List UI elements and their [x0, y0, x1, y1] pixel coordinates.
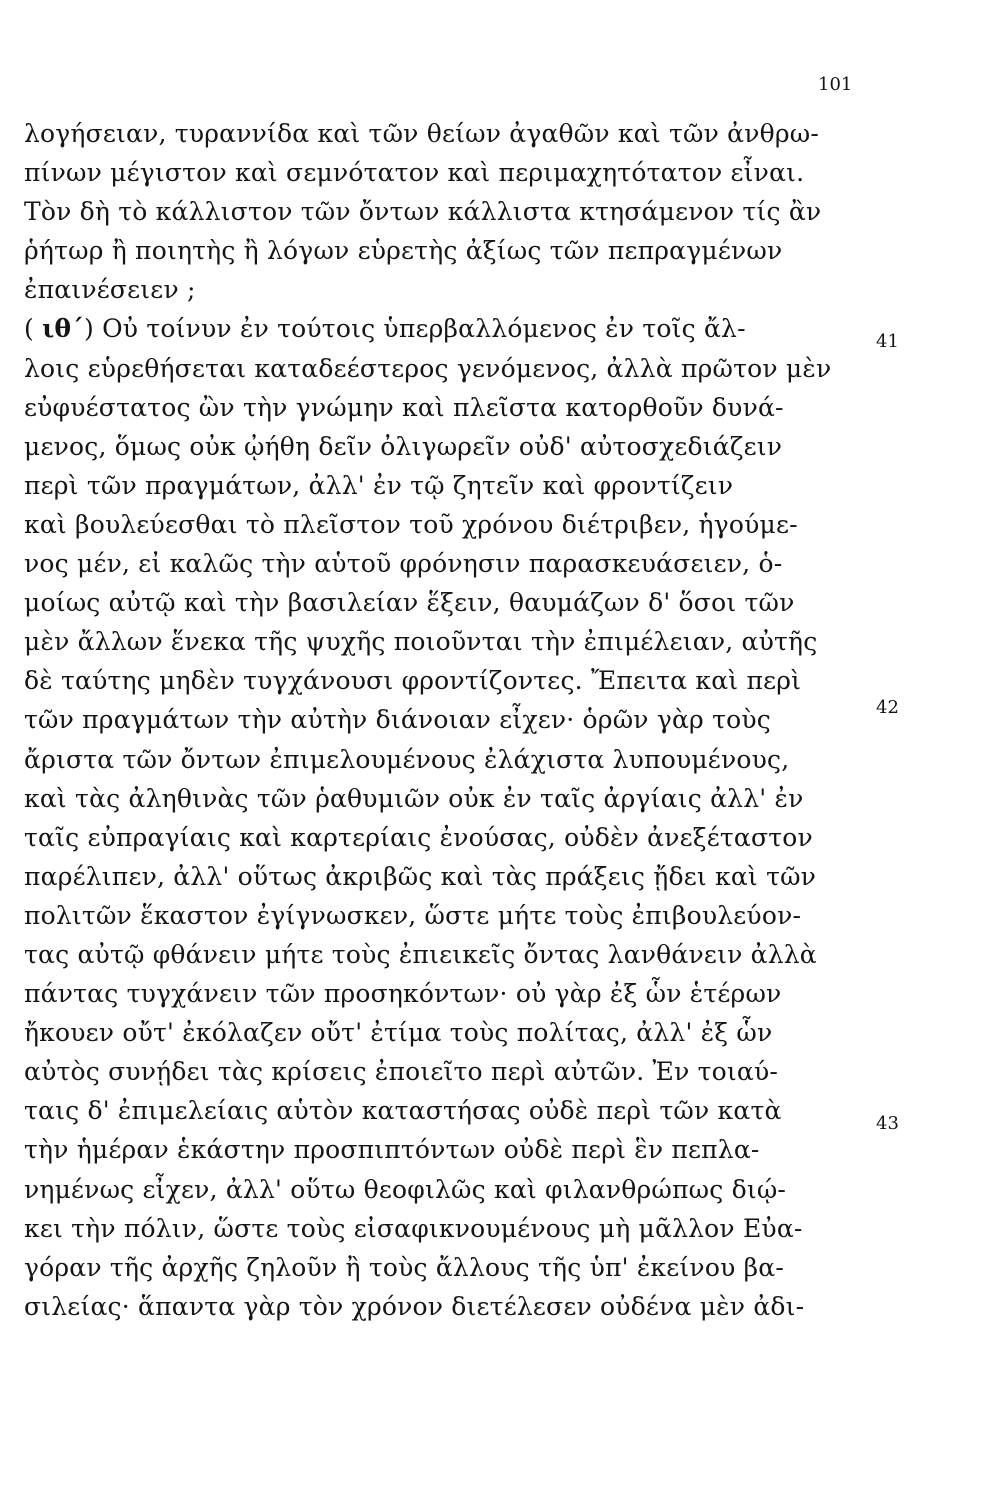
text-line: λοις εὑρεθήσεται καταδεέστερος γενόμενος, ἀλλὰ πρῶτον μὲν [24, 353, 832, 383]
text-line: αὐτὸς συνῄδει τὰς κρίσεις ἐποιεῖτο περὶ αὐτῶν. Ἐν τοιαύ- [24, 1057, 779, 1087]
text-line-with-section [24, 309, 864, 348]
section-marker: ιθ΄ [42, 314, 84, 344]
text-line: σιλείας· ἅπαντα γὰρ τὸν χρόνον διετέλεσεν οὐδένα μὲν ἀδι- [24, 1291, 805, 1321]
text-line: λογήσειαν, τυραννίδα καὶ τῶν θείων ἀγαθῶν καὶ τῶν ἀνθρω- [24, 119, 820, 148]
text-line: ἐπαινέσειεν ; [24, 275, 196, 305]
text-line: νος μέν, εἰ καλῶς τὴν αὑτοῦ φρόνησιν παρασκευάσειεν, ὁ- [24, 549, 783, 579]
open-paren: ( [24, 314, 43, 344]
margin-section-number: 43 [876, 1113, 899, 1134]
text-line: πάντας τυγχάνειν τῶν προσηκόντων· οὐ γὰρ ἐξ ὧν ἑτέρων [24, 979, 782, 1009]
text-line: παρέλιπεν, ἀλλ' οὕτως ἀκριβῶς καὶ τὰς πράξεις ᾔδει καὶ τῶν [24, 861, 817, 891]
text-line: γόραν τῆς ἀρχῆς ζηλοῦν ἢ τοὺς ἄλλους τῆς ὑπ' ἐκείνου βα- [24, 1252, 784, 1282]
text-line: δὲ ταύτης μηδὲν τυγχάνουσι φροντίζοντες. Ἔπειτα καὶ περὶ [24, 666, 802, 696]
text-line: πολιτῶν ἕκαστον ἐγίγνωσκεν, ὥστε μήτε τοὺς ἐπιβουλεύον- [24, 900, 802, 930]
text-line: καὶ τὰς ἀληθινὰς τῶν ῥαθυμιῶν οὐκ ἐν ταῖς ἀργίαις ἀλλ' ἐν [24, 783, 804, 813]
text-line: ἄριστα τῶν ὄντων ἐπιμελουμένους ἐλάχιστα λυπουμένους, [24, 744, 790, 774]
text-line: νημένως εἶχεν, ἀλλ' οὕτω θεοφιλῶς καὶ φιλανθρώπως διῴ- [24, 1174, 787, 1204]
text-line-remainder: ) Οὐ τοίνυν ἐν τούτοις ὑπερβαλλόμενος ἐν τοῖς ἄλ- [83, 314, 746, 344]
text-line: τας αὐτῷ φθάνειν μήτε τοὺς ἐπιεικεῖς ὄντας λανθάνειν ἀλλὰ [24, 939, 817, 969]
text-line: περὶ τῶν πραγμάτων, ἀλλ' ἐν τῷ ζητεῖν καὶ φροντίζειν [24, 470, 734, 500]
margin-section-number: 42 [876, 697, 899, 718]
text-line: ῥήτωρ ἢ ποιητὴς ἢ λόγων εὑρετὴς ἀξίως τῶν πεπραγμένων [24, 236, 783, 266]
margin-section-number: 41 [876, 331, 899, 352]
text-line: πίνων μέγιστον καὶ σεμνότατον καὶ περιμαχητότατον εἶναι. [24, 158, 805, 188]
text-line: μενος, ὅμως οὐκ ᾠήθη δεῖν ὀλιγωρεῖν οὐδ' αὐτοσχεδιάζειν [24, 431, 783, 461]
text-line: ταις δ' ἐπιμελείαις αὑτὸν καταστήσας οὐδὲ περὶ τῶν κατὰ [24, 1096, 782, 1126]
greek-text-block [24, 114, 864, 1326]
text-line: μὲν ἄλλων ἕνεκα τῆς ψυχῆς ποιοῦνται τὴν ἐπιμέλειαν, αὐτῆς [24, 627, 818, 657]
text-line: τὴν ἡμέραν ἑκάστην προσπιπτόντων οὐδὲ περὶ ἓν πεπλα- [24, 1135, 760, 1165]
text-line: τῶν πραγμάτων τὴν αὐτὴν διάνοιαν εἶχεν· ὁρῶν γὰρ τοὺς [24, 705, 771, 735]
text-line: μοίως αὐτῷ καὶ τὴν βασιλείαν ἕξειν, θαυμάζων δ' ὅσοι τῶν [24, 588, 795, 618]
text-line: καὶ βουλεύεσθαι τὸ πλεῖστον τοῦ χρόνου διέτριβεν, ἡγούμε- [24, 509, 798, 539]
text-line: ἤκουεν οὔτ' ἐκόλαζεν οὔτ' ἐτίμα τοὺς πολίτας, ἀλλ' ἐξ ὧν [24, 1018, 773, 1048]
text-line: εὐφυέστατος ὢν τὴν γνώμην καὶ πλεῖστα κατορθοῦν δυνά- [24, 392, 784, 422]
text-line: ταῖς εὐπραγίαις καὶ καρτερίαις ἐνούσας, οὐδὲν ἀνεξέταστον [24, 822, 813, 852]
text-line: κει τὴν πόλιν, ὥστε τοὺς εἰσαφικνουμένους μὴ μᾶλλον Εὐα- [24, 1213, 803, 1243]
page-number: 101 [818, 74, 853, 95]
text-line: Τὸν δὴ τὸ κάλλιστον τῶν ὄντων κάλλιστα κτησάμενον τίς ἂν [24, 197, 822, 227]
